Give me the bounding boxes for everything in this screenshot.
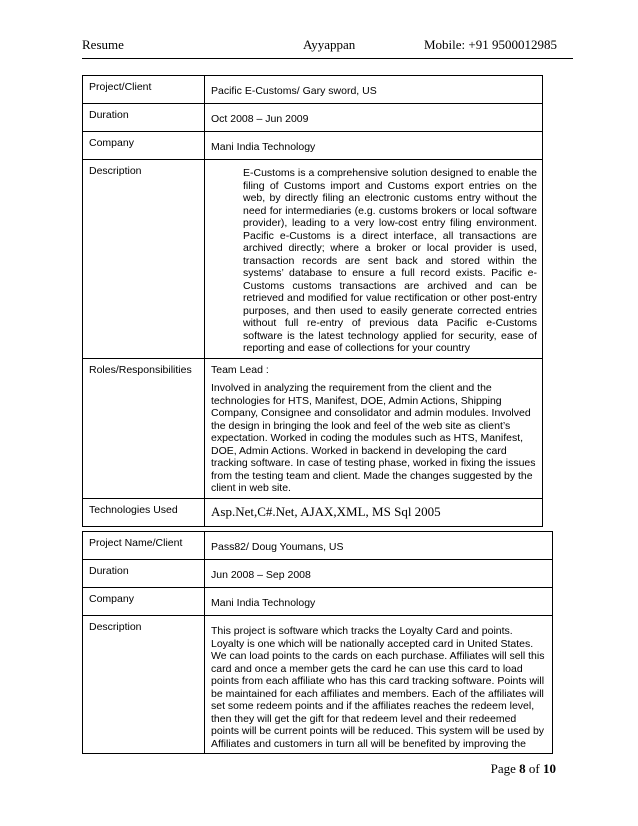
project2-client-label: Project Name/Client <box>83 532 205 560</box>
header-name: Ayyappan <box>303 37 356 52</box>
project1-duration-label: Duration <box>83 104 205 132</box>
project2-client-value: Pass82/ Doug Youmans, US <box>205 532 553 560</box>
project1-roles-label: Roles/Responsibilities <box>83 358 205 498</box>
project1-roles-text: Involved in analyzing the requirement from the client and the technologies for HTS, Manifest, DOE, Admin Actions, Shipping Company, Consignee and consolidator and admin modules. Involved the design in bringing the look and feel of the web site as client’s expectation. Worked in coding the modules such as HTS, Manifest, DOE, Admin Actions. Worked in backend in developing the card tracking software. In case of testing phase, worked in fixing the issues from the testing team and client. Made the changes suggested by the client in web site. <box>211 382 536 494</box>
project1-client-value: Pacific E-Customs/ Gary sword, US <box>205 76 543 104</box>
project2-description-text: This project is software which tracks the Loyalty Card and points. Loyalty is one which will be nationally accepted card in United States. We can load points to the cards on each purchase. Affiliates will sell this card and once a member gets the card he can use this card to load points from each affiliate who has this card tracking software. Points will be maintained for each affiliates and members. Each of the affiliates will set some redeem points and if the affiliates reaches the redeem level, then they will get the gift for that redeem level and their redeemed points will be current points will be reduced. This system will be used by Affiliates and customers in turn all will be benefited by improving the <box>205 616 553 754</box>
project1-company-label: Company <box>83 132 205 160</box>
project1-company-value: Mani India Technology <box>205 132 543 160</box>
project2-company-value: Mani India Technology <box>205 588 553 616</box>
project1-description-label: Description <box>83 160 205 359</box>
project2-description-row <box>83 616 553 754</box>
page-label: Page <box>490 761 516 776</box>
header-resume: Resume <box>82 37 124 52</box>
project1-description-cell <box>205 160 543 359</box>
project2-company-label: Company <box>83 588 205 616</box>
project1-company-row <box>83 132 543 160</box>
project1-tech-label: Technologies Used <box>83 498 205 526</box>
project1-duration-row <box>83 104 543 132</box>
page-header <box>82 37 557 55</box>
project1-description-row <box>83 160 543 359</box>
project2-description-label: Description <box>83 616 205 754</box>
page-total: 10 <box>543 761 556 776</box>
project1-table <box>82 75 543 527</box>
project1-description-text: E-Customs is a comprehensive solution designed to enable the filing of Customs import and Customs export entries on the web, by directly filing an electronic customs entry without the need for intermediaries (e.g. customs brokers or local software provider), leading to a very low-cost entry filing environment. Pacific e-Customs is a direct interface, all transactions are archived directly; where a broker or local provider is used, transaction records are sent back and stored within the systems’ database to ensure a full record exists. Pacific e-Customs customs transactions are archived and can be retrieved and modified for value rectification or other post-entry purposes, and then used to easily generate corrected entries without full re-entry of previous data Pacific e-Customs software is the latest technology applied for security, ease of reporting and ease of collections for your country <box>243 167 537 354</box>
project1-roles-title: Team Lead : <box>211 363 269 376</box>
project2-table <box>82 531 553 754</box>
header-mobile: Mobile: +91 9500012985 <box>424 37 557 52</box>
project2-company-row <box>83 588 553 616</box>
page-of: of <box>528 761 540 776</box>
page-current: 8 <box>519 761 526 776</box>
project2-client-row <box>83 532 553 560</box>
project1-tech-value: Asp.Net,C#.Net, AJAX,XML, MS Sql 2005 <box>205 498 543 526</box>
page-number <box>491 761 556 777</box>
project1-roles-cell <box>205 358 543 498</box>
project2-duration-label: Duration <box>83 560 205 588</box>
project1-client-label: Project/Client <box>83 76 205 104</box>
project1-client-row <box>83 76 543 104</box>
header-divider <box>82 58 573 59</box>
project2-duration-value: Jun 2008 – Sep 2008 <box>205 560 553 588</box>
project1-tech-row <box>83 498 543 526</box>
project2-duration-row <box>83 560 553 588</box>
project1-roles-row <box>83 358 543 498</box>
project1-duration-value: Oct 2008 – Jun 2009 <box>205 104 543 132</box>
